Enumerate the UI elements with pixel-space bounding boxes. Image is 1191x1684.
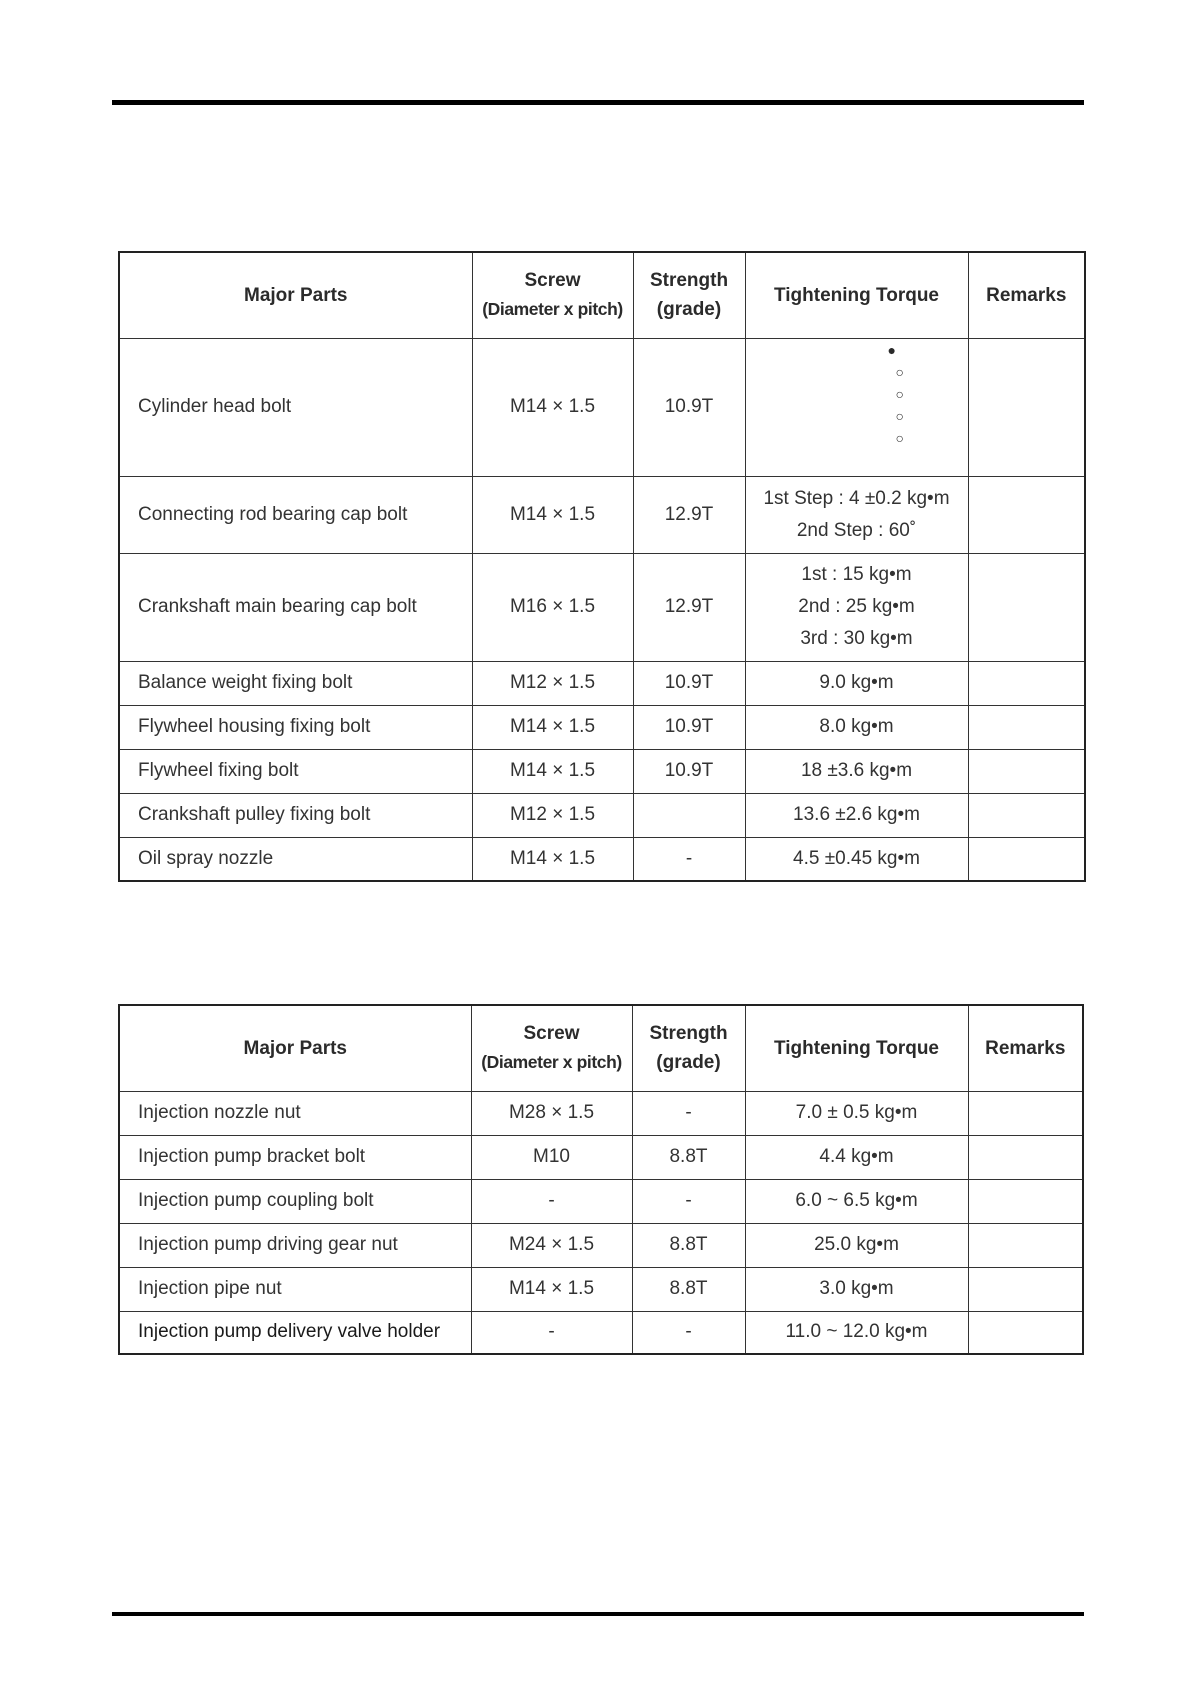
screw-size: M12 × 1.5: [472, 661, 633, 705]
screw-size: M14 × 1.5: [472, 476, 633, 553]
screw-size: -: [471, 1311, 632, 1354]
bullet-hollow-icon: ○: [895, 407, 904, 424]
table-row: [119, 1311, 1083, 1354]
torque-line: 2nd : 25 kg•m: [798, 596, 915, 617]
header-torque: Tightening Torque: [745, 252, 968, 338]
strength-grade: -: [632, 1179, 745, 1223]
strength-grade: 10.9T: [633, 661, 745, 705]
remarks-cell: [968, 1223, 1083, 1267]
header-screw-line2: (Diameter x pitch): [482, 299, 623, 320]
table-row: [119, 705, 1085, 749]
header-screw-line2: (Diameter x pitch): [481, 1052, 622, 1073]
screw-size: M12 × 1.5: [472, 793, 633, 837]
part-name: Crankshaft main bearing cap bolt: [119, 553, 472, 661]
header-remarks: Remarks: [968, 1005, 1083, 1091]
top-rule: [112, 100, 1084, 105]
remarks-cell: [968, 1311, 1083, 1354]
strength-grade: -: [632, 1091, 745, 1135]
torque-table-1: [118, 251, 1086, 882]
strength-grade: 8.8T: [632, 1223, 745, 1267]
remarks-cell: [968, 1135, 1083, 1179]
torque-value: 13.6 ±2.6 kg•m: [745, 793, 968, 837]
part-name: Flywheel housing fixing bolt: [119, 705, 472, 749]
bullet-hollow-icon: ○: [895, 385, 904, 402]
remarks-cell: [968, 837, 1085, 881]
screw-size: M14 × 1.5: [471, 1267, 632, 1311]
bottom-rule: [112, 1612, 1084, 1616]
strength-grade: 12.9T: [633, 476, 745, 553]
table-header-row: [119, 252, 1085, 338]
screw-size: -: [471, 1179, 632, 1223]
part-name: Balance weight fixing bolt: [119, 661, 472, 705]
torque-line: 3rd : 30 kg•m: [800, 628, 913, 649]
torque-line: 2nd Step : 60˚: [796, 519, 917, 541]
header-remarks: Remarks: [968, 252, 1085, 338]
header-strength-line2: (grade): [656, 299, 722, 321]
part-name: Injection nozzle nut: [119, 1091, 471, 1135]
header-strength-line1: Strength: [649, 270, 729, 292]
remarks-cell: [968, 1179, 1083, 1223]
torque-value: 11.0 ~ 12.0 kg•m: [745, 1311, 968, 1354]
screw-size: M28 × 1.5: [471, 1091, 632, 1135]
header-screw: [472, 252, 633, 338]
strength-grade: 10.9T: [633, 338, 745, 476]
header-strength: [632, 1005, 745, 1091]
remarks-cell: [968, 1091, 1083, 1135]
part-name: Injection pump coupling bolt: [119, 1179, 471, 1223]
torque-value: 7.0 ± 0.5 kg•m: [745, 1091, 968, 1135]
part-name: Cylinder head bolt: [119, 338, 472, 476]
torque-value: 8.0 kg•m: [745, 705, 968, 749]
table-row: [119, 661, 1085, 705]
strength-grade: 12.9T: [633, 553, 745, 661]
torque-value: [745, 476, 968, 553]
table-row: [119, 793, 1085, 837]
table-row: [119, 338, 1085, 476]
part-name: Flywheel fixing bolt: [119, 749, 472, 793]
part-name: Connecting rod bearing cap bolt: [119, 476, 472, 553]
header-major-parts: Major Parts: [119, 252, 472, 338]
bullet-hollow-icon: ○: [895, 429, 904, 446]
screw-size: M14 × 1.5: [472, 705, 633, 749]
part-name: Crankshaft pulley fixing bolt: [119, 793, 472, 837]
header-strength-line1: Strength: [649, 1023, 728, 1045]
strength-grade: -: [632, 1311, 745, 1354]
strength-grade: 10.9T: [633, 749, 745, 793]
torque-line: 1st : 15 kg•m: [801, 564, 912, 585]
part-name: Injection pump delivery valve holder: [119, 1311, 471, 1354]
remarks-cell: [968, 1267, 1083, 1311]
header-strength-line2: (grade): [656, 1052, 721, 1074]
header-screw-line1: Screw: [523, 1023, 580, 1045]
part-name: Injection pump driving gear nut: [119, 1223, 471, 1267]
table-row: [119, 749, 1085, 793]
torque-bullet-list: [746, 339, 968, 449]
remarks-cell: [968, 476, 1085, 553]
part-name: Injection pipe nut: [119, 1267, 471, 1311]
remarks-cell: [968, 749, 1085, 793]
remarks-cell: [968, 661, 1085, 705]
header-screw-line1: Screw: [524, 270, 581, 292]
part-name: Injection pump bracket bolt: [119, 1135, 471, 1179]
table-row: [119, 837, 1085, 881]
strength-grade: 8.8T: [632, 1267, 745, 1311]
table-row: [119, 1179, 1083, 1223]
torque-value: 4.5 ±0.45 kg•m: [745, 837, 968, 881]
remarks-cell: [968, 338, 1085, 476]
table-row: [119, 553, 1085, 661]
screw-size: M14 × 1.5: [472, 338, 633, 476]
table-row: [119, 476, 1085, 553]
remarks-cell: [968, 793, 1085, 837]
screw-size: M14 × 1.5: [472, 837, 633, 881]
screw-size: M10: [471, 1135, 632, 1179]
table-row: [119, 1223, 1083, 1267]
torque-value: 4.4 kg•m: [745, 1135, 968, 1179]
torque-value: 6.0 ~ 6.5 kg•m: [745, 1179, 968, 1223]
screw-size: M16 × 1.5: [472, 553, 633, 661]
remarks-cell: [968, 705, 1085, 749]
header-strength: [633, 252, 745, 338]
strength-grade: [633, 793, 745, 837]
header-screw: [471, 1005, 632, 1091]
part-name: Oil spray nozzle: [119, 837, 472, 881]
torque-value: 18 ±3.6 kg•m: [745, 749, 968, 793]
table-header-row: [119, 1005, 1083, 1091]
torque-value: 9.0 kg•m: [745, 661, 968, 705]
strength-grade: 10.9T: [633, 705, 745, 749]
torque-value: [745, 338, 968, 476]
table-row: [119, 1091, 1083, 1135]
bullet-filled-icon: ●: [887, 341, 896, 358]
header-major-parts: Major Parts: [119, 1005, 471, 1091]
torque-table-2: [118, 1004, 1084, 1355]
strength-grade: -: [633, 837, 745, 881]
screw-size: M14 × 1.5: [472, 749, 633, 793]
remarks-cell: [968, 553, 1085, 661]
torque-value: 3.0 kg•m: [745, 1267, 968, 1311]
header-torque: Tightening Torque: [745, 1005, 968, 1091]
torque-line: 1st Step : 4 ±0.2 kg•m: [763, 487, 950, 509]
torque-value: 25.0 kg•m: [745, 1223, 968, 1267]
strength-grade: 8.8T: [632, 1135, 745, 1179]
table-row: [119, 1135, 1083, 1179]
screw-size: M24 × 1.5: [471, 1223, 632, 1267]
bullet-hollow-icon: ○: [895, 363, 904, 380]
table-row: [119, 1267, 1083, 1311]
torque-value: [745, 553, 968, 661]
